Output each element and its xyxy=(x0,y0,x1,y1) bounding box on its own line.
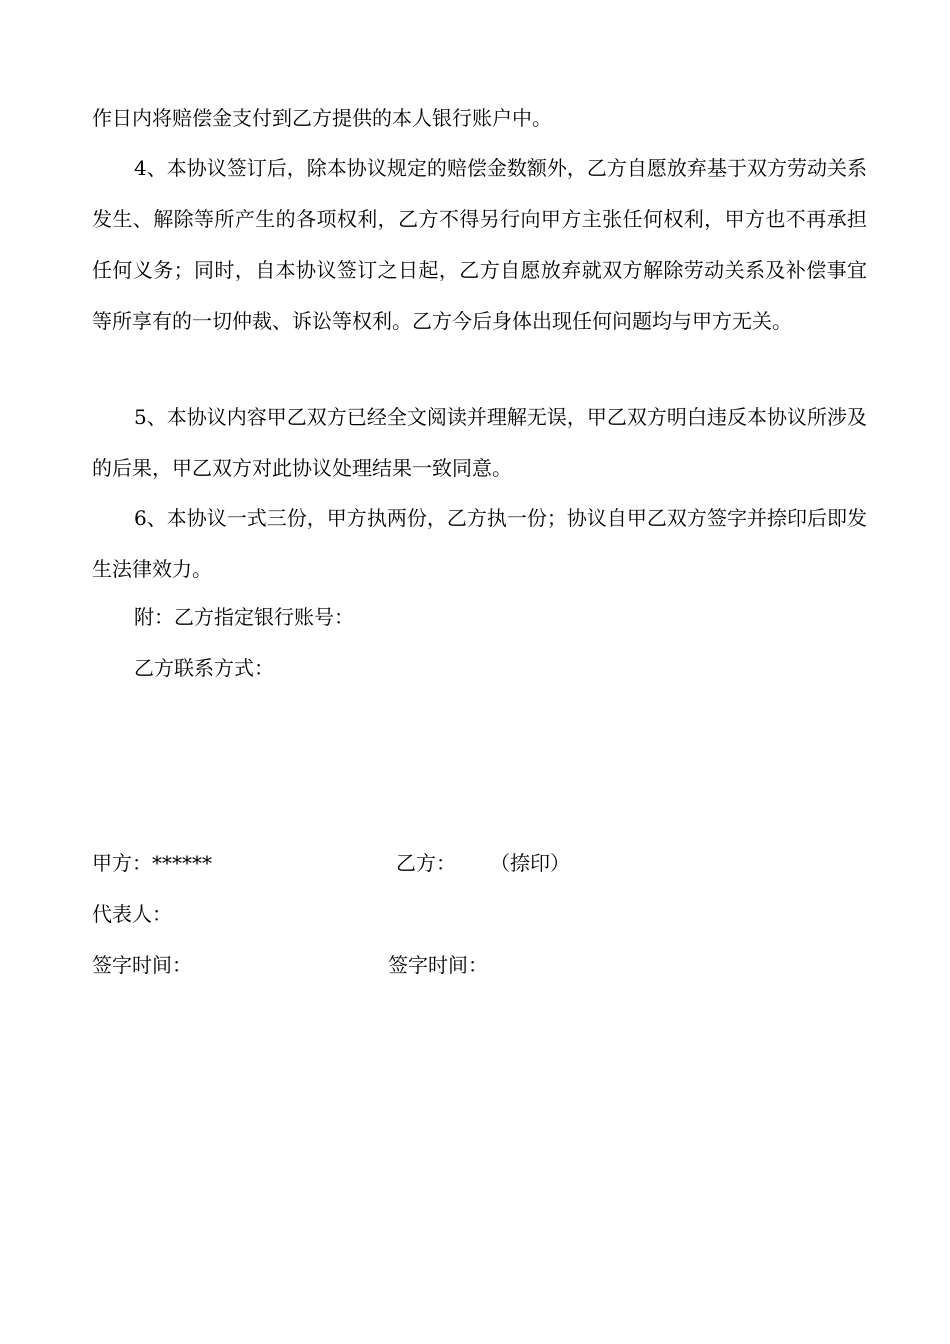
party-b-contact: 乙方联系方式： xyxy=(134,656,274,680)
party-b-label: 乙方： xyxy=(396,851,456,875)
paragraph-continuation: 作日内将赔偿金支付到乙方提供的本人银行账户中。 xyxy=(92,106,552,130)
representative-label: 代表人： xyxy=(92,902,172,926)
attachment-bank-account: 附：乙方指定银行账号： xyxy=(134,605,354,629)
party-b-sign-time: 签字时间： xyxy=(388,953,488,977)
paragraph-clause-4: 4、本协议签订后，除本协议规定的赔偿金数额外，乙方自愿放弃基于双方劳动关系发生、解除等所产生的各项权利，乙方不得另行向甲方主张任何权利，甲方也不再承担任何义务；同时，自本协议签订之日起，乙方自愿放弃就双方解除劳动关系及补偿事宜等所享有的一切仲裁、诉讼等权利。乙方今后身体出现任何问题均与甲方无关。 xyxy=(92,156,867,333)
party-a-label: 甲方：****** xyxy=(92,851,212,875)
fingerprint-note: （捺印） xyxy=(490,851,570,875)
paragraph-clause-5: 5、本协议内容甲乙双方已经全文阅读并理解无误，甲乙双方明白违反本协议所涉及的后果，甲乙双方对此协议处理结果一致同意。 xyxy=(92,405,867,480)
paragraph-clause-6: 6、本协议一式三份，甲方执两份，乙方执一份；协议自甲乙双方签字并捺印后即发生法律效力。 xyxy=(92,506,867,581)
party-a-sign-time: 签字时间： xyxy=(92,953,192,977)
